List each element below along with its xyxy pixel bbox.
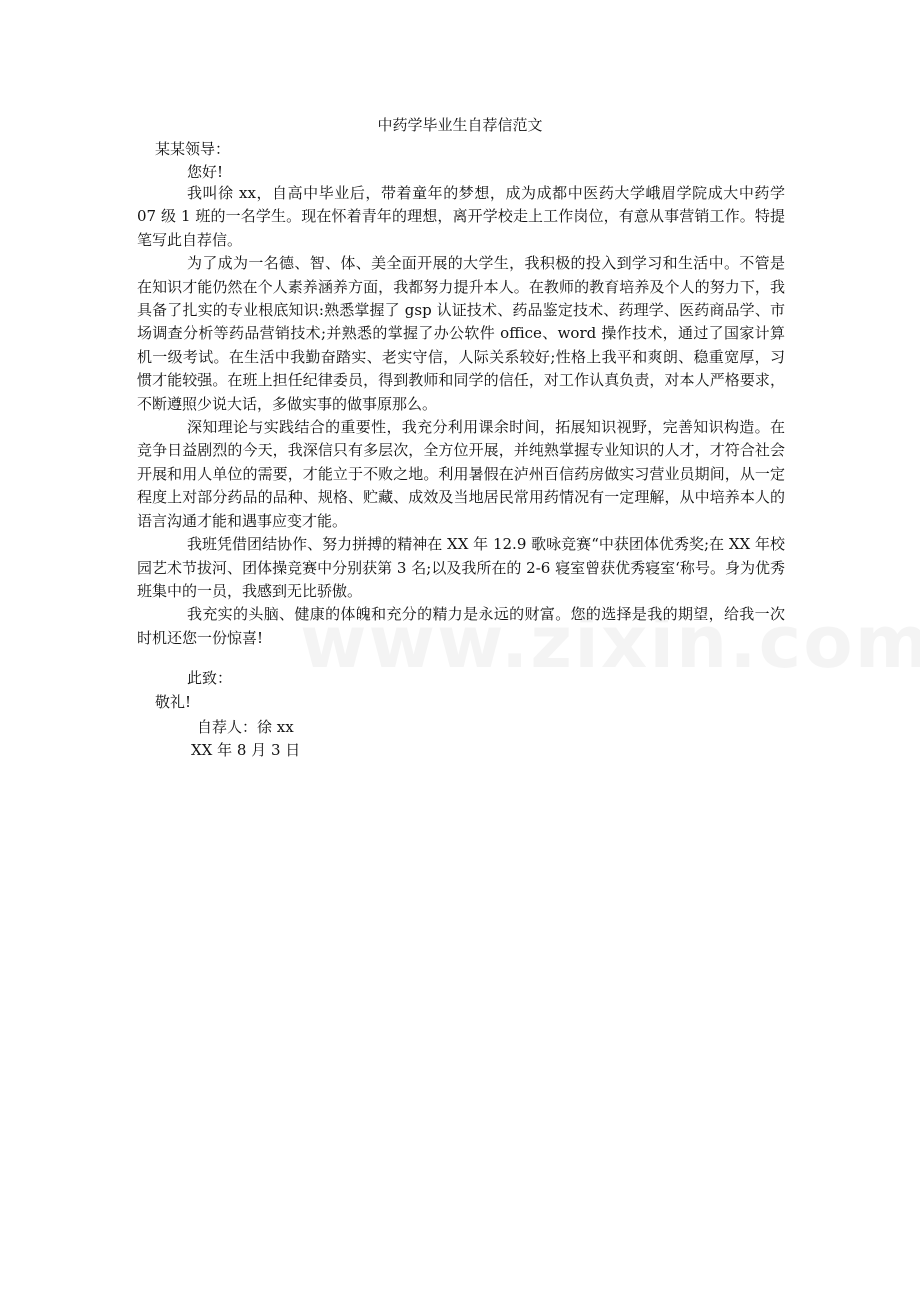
paragraph-class-honors: 我班凭借团结协作、努力拼搏的精神在 XX 年 12.9 歌咏竞赛“中获团体优秀奖;在 XX 年校园艺术节拔河、团体操竞赛中分别获第 3 名;以及我所在的 2-6 寝室曾获优秀寝室‘称号。身为优秀班集中的一员，我感到无比骄傲。 [137,535,785,600]
paragraph-introduction: 我叫徐 xx，自高中毕业后，带着童年的梦想，成为成都中医药大学峨眉学院成大中药学 07 级 1 班的一名学生。现在怀着青年的理想，离开学校走上工作岗位，有意从事营销工作。特提笔写此自荐信。 [137,184,785,249]
paragraph-conclusion: 我充实的头脑、健康的体魄和充分的精力是永远的财富。您的选择是我的期望，给我一次时机还您一份惊喜! [137,605,785,647]
salutation: 某某领导： [155,140,231,158]
respect: 敬礼! [155,693,192,711]
greeting: 您好! [187,163,224,181]
signer: 自荐人：徐 xx [197,718,294,736]
date: XX 年 8 月 3 日 [191,741,301,759]
letter-body [137,182,785,650]
closing: 此致： [187,669,233,687]
paragraph-practice: 深知理论与实践结合的重要性，我充分利用课余时间，拓展知识视野，完善知识构造。在竞争日益剧烈的今天，我深信只有多层次，全方位开展，并纯熟掌握专业知识的人才，才符合社会开展和用人单位的需要，才能立于不败之地。利用暑假在泸州百信药房做实习营业员期间，从一定程度上对部分药品的品种、规格、贮藏、成效及当地居民常用药情况有一定理解，从中培养本人的语言沟通才能和遇事应变才能。 [137,418,785,530]
document-title: 中药学毕业生自荐信范文 [377,116,543,134]
paragraph-study-and-life: 为了成为一名德、智、体、美全面开展的大学生，我积极的投入到学习和生活中。不管是在知识才能仍然在个人素养涵养方面，我都努力提升本人。在教师的教育培养及个人的努力下，我具备了扎实的专业根底知识:熟悉掌握了 gsp 认证技术、药品鉴定技术、药理学、医药商品学、市场调查分析等药品营销技术;并熟悉的掌握了办公软件 office、word 操作技术，通过了国家计算机一级考试。在生活中我勤奋踏实、老实守信，人际关系较好;性格上我平和爽朗、稳重宽厚，习惯才能较强。在班上担任纪律委员，得到教师和同学的信任，对工作认真负责，对本人严格要求，不断遵照少说大话，多做实事的做事原那么。 [137,254,785,413]
